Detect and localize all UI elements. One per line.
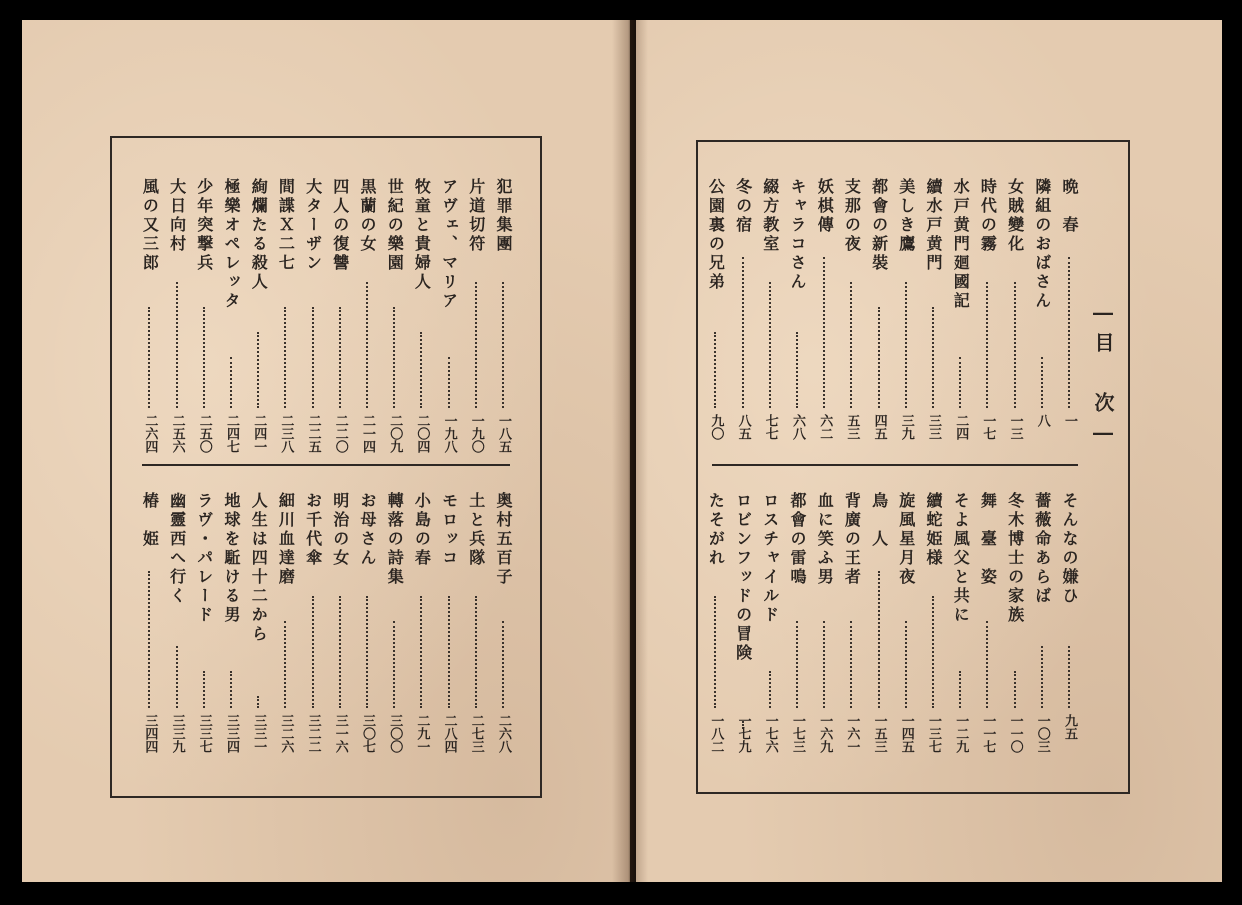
dot-leader (850, 621, 852, 708)
toc-entry-page-number: 三二六 (278, 714, 294, 753)
dot-leader (393, 621, 395, 708)
toc-entry-page-number: 六八 (790, 414, 805, 440)
toc-entry-title: 間諜Ｘ二七 (276, 178, 296, 273)
toc-entry-title: 人生は四十二から (249, 492, 269, 644)
dot-leader (312, 307, 314, 408)
toc-entry-title: ロビンフッドの冒険 (733, 492, 753, 663)
toc-entry-title: 土と兵隊 (466, 492, 486, 568)
toc-entry-title: 明治の女 (330, 492, 350, 568)
toc-entry-title: 犯罪集團 (494, 178, 513, 254)
toc-entry-title: 奥村五百子 (494, 492, 513, 587)
toc-entry-page-number: 三三一 (251, 714, 267, 753)
toc-entry-title: ロスチャイルド (760, 492, 780, 625)
toc-entry-page-number: 二一四 (360, 414, 375, 453)
toc-entry-page-number: 九五 (1062, 714, 1077, 740)
dot-leader (1014, 671, 1016, 708)
toc-entry-page-number: 三一六 (332, 714, 348, 753)
right-divider (712, 464, 1078, 466)
toc-entry-title: 片道切符 (466, 178, 486, 254)
toc-entry-title: 時代の霧 (978, 178, 998, 254)
dot-leader (769, 671, 771, 708)
toc-entry-page-number: 二六八 (496, 714, 511, 753)
dot-leader (959, 671, 961, 708)
toc-entry-page-number: 三三四 (224, 714, 239, 753)
toc-entry-title: アヴェ、マリア (439, 178, 459, 311)
toc-entry-title: 大ターザン (303, 178, 323, 273)
toc-entry-page-number: 一一〇 (1007, 714, 1023, 753)
toc-entry-title: 地球を駈ける男 (222, 492, 241, 625)
dot-leader (878, 307, 880, 408)
toc-entry-title: そんなの嫌ひ (1060, 492, 1079, 606)
toc-entry-title: 牧童と貴婦人 (412, 178, 432, 292)
toc-entry-page-number: 九〇 (708, 414, 724, 440)
toc-entry-page-number: 二七三 (468, 714, 484, 753)
dot-leader (823, 621, 825, 708)
toc-entry-title: 美しき鷹 (896, 178, 916, 254)
toc-entry-page-number: 二四 (953, 414, 969, 440)
dot-leader (448, 357, 450, 408)
toc-entry-title: 續蛇姫様 (924, 492, 943, 568)
toc-entry-page-number: 一一七 (980, 714, 996, 753)
toc-entry-page-number: 二二五 (305, 414, 321, 453)
dot-leader (1068, 646, 1070, 708)
toc-entry-page-number: 七七 (762, 414, 778, 440)
toc-entry-page-number: 二六四 (142, 414, 158, 453)
toc-entry-page-number: 三〇〇 (387, 714, 403, 753)
toc-entry-title: 椿 姫 (140, 492, 160, 549)
toc-entry-title: 女賊變化 (1005, 178, 1025, 254)
book-gutter (612, 20, 648, 882)
dot-leader (257, 696, 259, 708)
toc-entry-page-number: 一五三 (871, 714, 887, 753)
toc-entry-title: 轉落の詩集 (385, 492, 405, 587)
dot-leader (284, 307, 286, 408)
toc-entry-page-number: 二〇四 (414, 414, 430, 453)
toc-entry-title: 背廣の王者 (842, 492, 862, 587)
toc-entry-page-number: 三四四 (142, 714, 158, 753)
toc-entry-page-number: 八五 (735, 414, 751, 440)
dot-leader (203, 307, 205, 408)
toc-entry-title: 四人の復讐 (330, 178, 350, 273)
toc-entry-title: 冬の宿 (733, 178, 753, 235)
toc-entry-title: 極樂オペレッタ (222, 178, 241, 311)
toc-entry-page-number: 一二九 (953, 714, 969, 753)
toc-entry-page-number: 二四七 (224, 414, 239, 453)
toc-entry-title: 世紀の樂園 (385, 178, 405, 273)
toc-entry-title: 水戸黄門廻國記 (951, 178, 971, 311)
toc-entry-page-number: 三三 (926, 414, 941, 440)
toc-entry-title: 都會の新裝 (869, 178, 889, 273)
toc-entry-title: 旋風星月夜 (896, 492, 916, 587)
toc-entry-title: 冬木博士の家族 (1005, 492, 1025, 625)
toc-entry-page-number: 一三七 (926, 714, 941, 753)
dot-leader (878, 571, 880, 708)
dot-leader (986, 282, 988, 408)
dot-leader (420, 332, 422, 408)
toc-entry-title: 舞 臺 姿 (978, 492, 998, 587)
toc-entry-title: ラヴ・パレード (194, 492, 214, 625)
toc-entry-title: たそがれ (706, 492, 726, 568)
dot-leader (230, 357, 232, 408)
toc-entry-page-number: 一八五 (496, 414, 511, 453)
dot-leader (959, 357, 961, 408)
dot-leader (796, 332, 798, 408)
toc-entry-page-number: 一九〇 (468, 414, 484, 453)
toc-entry-title: 都會の雷鳴 (788, 492, 807, 587)
toc-entry-page-number: 二三八 (278, 414, 294, 453)
toc-entry-page-number: 六二 (817, 414, 833, 440)
dot-leader (1014, 282, 1016, 408)
toc-entry-title: キャラコさん (788, 178, 807, 292)
toc-entry-page-number: 一九八 (441, 414, 457, 453)
dot-leader (850, 282, 852, 408)
toc-entry-title: 支那の夜 (842, 178, 862, 254)
dot-leader (176, 646, 178, 708)
toc-entry-title: お千代傘 (303, 492, 323, 568)
dot-leader (1041, 357, 1043, 408)
toc-entry-title: 小島の春 (412, 492, 432, 568)
left-divider (142, 464, 510, 466)
dot-leader (148, 571, 150, 708)
dot-leader (339, 307, 341, 408)
toc-entry-title: 血に笑ふ男 (815, 492, 835, 587)
dot-leader (393, 307, 395, 408)
toc-entry-page-number: 八 (1034, 414, 1050, 427)
toc-entry-page-number: 一七 (980, 414, 996, 440)
toc-entry-page-number: 三三九 (169, 714, 185, 753)
toc-entry-title: 幽靈西へ行く (167, 492, 187, 606)
dot-leader (714, 596, 716, 708)
dot-leader (312, 596, 314, 708)
toc-entry-page-number: 一八二 (708, 714, 724, 753)
toc-entry-title: 晩 春 (1060, 178, 1079, 235)
toc-entry-page-number: 一七九 (735, 714, 751, 753)
toc-entry-title: 黒蘭の女 (358, 178, 377, 254)
dot-leader (284, 621, 286, 708)
toc-entry-page-number: 四五 (871, 414, 887, 440)
toc-entry-title: 隣組のおばさん (1032, 178, 1052, 311)
toc-entry-title: モロッコ (439, 492, 459, 568)
toc-entry-page-number: 二五〇 (196, 414, 212, 453)
toc-entry-page-number: 一四五 (898, 714, 914, 753)
toc-entry-title: 薔薇命あらば (1032, 492, 1052, 606)
toc-entry-page-number: 二五六 (169, 414, 185, 453)
toc-entry-page-number: 一六一 (844, 714, 860, 753)
dot-leader (932, 307, 934, 408)
dot-leader (1041, 646, 1043, 708)
toc-entry-title: 絢爛たる殺人 (249, 178, 269, 292)
dot-leader (366, 282, 368, 408)
toc-entry-page-number: 五三 (844, 414, 860, 440)
dot-leader (742, 257, 744, 408)
toc-entry-title: 綴方教室 (760, 178, 780, 254)
toc-entry-page-number: 一 (1062, 414, 1077, 427)
toc-entry-page-number: 二八四 (441, 714, 457, 753)
toc-entry-page-number: 二〇九 (387, 414, 403, 453)
dot-leader (176, 282, 178, 408)
dot-leader (502, 282, 504, 408)
dot-leader (203, 671, 205, 708)
toc-entry-page-number: 一七六 (762, 714, 778, 753)
toc-entry-page-number: 二九一 (414, 714, 430, 753)
toc-entry-title: 公園裏の兄弟 (706, 178, 726, 292)
toc-entry-title: 續水戸黄門 (924, 178, 943, 273)
dot-leader (823, 257, 825, 408)
toc-entry-page-number: 一七三 (790, 714, 805, 753)
toc-entry-page-number: 一〇三 (1034, 714, 1050, 753)
dot-leader (366, 596, 368, 708)
toc-entry-title: 鳥 人 (869, 492, 889, 549)
dot-leader (502, 621, 504, 708)
dot-leader (769, 282, 771, 408)
toc-heading: ―目 次― (1091, 300, 1115, 452)
dot-leader (339, 596, 341, 708)
toc-entry-page-number: 二四一 (251, 414, 267, 453)
toc-entry-page-number: 二二〇 (332, 414, 348, 453)
toc-entry-page-number: 三二二 (305, 714, 321, 753)
dot-leader (796, 621, 798, 708)
dot-leader (905, 282, 907, 408)
dot-leader (230, 671, 232, 708)
dot-leader (1068, 257, 1070, 408)
dot-leader (475, 596, 477, 708)
toc-entry-page-number: 三三七 (196, 714, 212, 753)
toc-entry-page-number: 三〇七 (360, 714, 375, 753)
dot-leader (932, 596, 934, 708)
toc-entry-page-number: 三九 (898, 414, 914, 440)
dot-leader (714, 332, 716, 408)
dot-leader (257, 332, 259, 408)
toc-entry-title: 風の又三郎 (140, 178, 160, 273)
dot-leader (986, 621, 988, 708)
dot-leader (448, 596, 450, 708)
dot-leader (420, 596, 422, 708)
toc-entry-title: お母さん (358, 492, 377, 568)
toc-entry-title: 妖棋傳 (815, 178, 835, 235)
toc-entry-page-number: 一三 (1007, 414, 1023, 440)
toc-entry-title: 細川血達磨 (276, 492, 296, 587)
dot-leader (148, 307, 150, 408)
dot-leader (905, 621, 907, 708)
toc-entry-page-number: 一六九 (817, 714, 833, 753)
toc-entry-title: そよ風父と共に (951, 492, 971, 625)
toc-entry-title: 大日向村 (167, 178, 187, 254)
dot-leader (475, 282, 477, 408)
toc-entry-title: 少年突撃兵 (194, 178, 214, 273)
